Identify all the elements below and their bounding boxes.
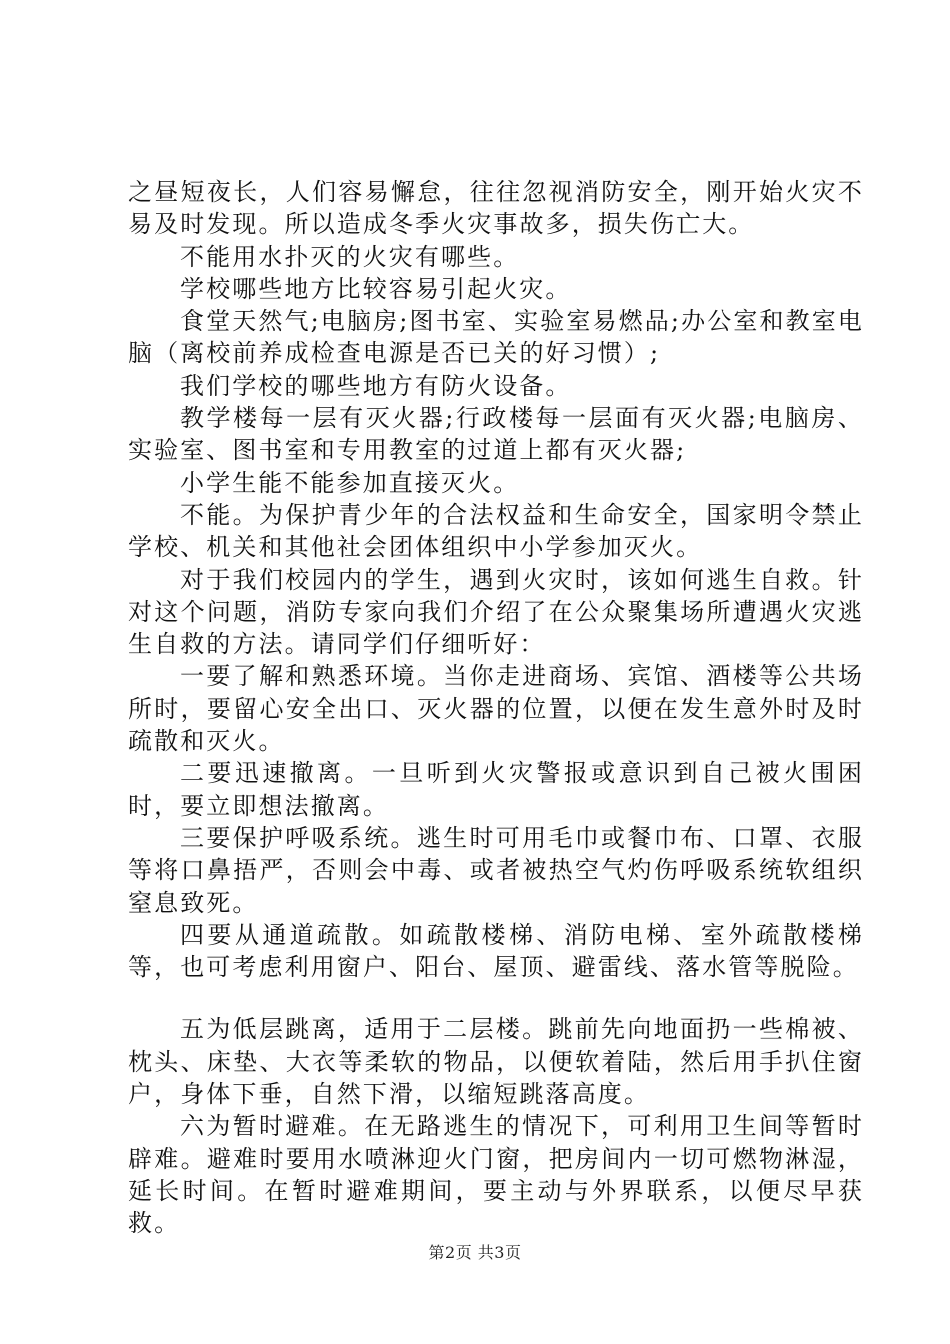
paragraph-15: 六为暂时避难。在无路逃生的情况下，可利用卫生间等暂时辟难。避难时要用水喷淋迎火门窗，把房间内一切可燃物淋湿，延长时间。在暂时避难期间，要主动与外界联系，以便尽早获救。 [128,1112,864,1238]
page-footer: 第2页 共3页 [428,1243,522,1262]
paragraph-7: 小学生能不能参加直接灭火。 [180,468,520,497]
paragraph-13: 四要从通道疏散。如疏散楼梯、消防电梯、室外疏散楼梯等，也可考虑利用窗户、阳台、屋顶、避雷线、落水管等脱险。 [128,920,864,982]
paragraph-1: 之昼短夜长，人们容易懈怠，往往忽视消防安全，刚开始火灾不易及时发现。所以造成冬季火灾事故多，损失伤亡大。 [128,178,864,239]
paragraph-2: 不能用水扑灭的火灾有哪些。 [180,242,520,271]
document-body [128,176,864,1240]
paragraph-10: 一要了解和熟悉环境。当你走进商场、宾馆、酒楼等公共场所时，要留心安全出口、灭火器的位置，以便在发生意外时及时疏散和灭火。 [128,662,864,756]
paragraph-14: 五为低层跳离，适用于二层楼。跳前先向地面扔一些棉被、枕头、床垫、大衣等柔软的物品，以便软着陆，然后用手扒住窗户，身体下垂，自然下滑，以缩短跳落高度。 [128,1015,864,1109]
paragraph-5: 我们学校的哪些地方有防火设备。 [180,371,572,400]
paragraph-11: 二要迅速撤离。一旦听到火灾警报或意识到自己被火围困时，要立即想法撤离。 [128,759,864,820]
paragraph-4: 食堂天然气;电脑房;图书室、实验室易燃品;办公室和教室电脑（离校前养成检查电源是否已关的好习惯）; [128,307,864,368]
paragraph-6: 教学楼每一层有灭火器;行政楼每一层面有灭火器;电脑房、实验室、图书室和专用教室的过道上都有灭火器; [128,404,864,465]
paragraph-9: 对于我们校园内的学生，遇到火灾时，该如何逃生自救。针对这个问题，消防专家向我们介绍了在公众聚集场所遭遇火灾逃生自救的方法。请同学们仔细听好： [128,565,864,659]
paragraph-3: 学校哪些地方比较容易引起火灾。 [180,274,572,303]
paragraph-8: 不能。为保护青少年的合法权益和生命安全，国家明令禁止学校、机关和其他社会团体组织中小学参加灭火。 [128,500,864,562]
paragraph-12: 三要保护呼吸系统。逃生时可用毛巾或餐巾布、口罩、衣服等将口鼻捂严，否则会中毒、或者被热空气灼伤呼吸系统软组织窒息致死。 [128,823,864,917]
